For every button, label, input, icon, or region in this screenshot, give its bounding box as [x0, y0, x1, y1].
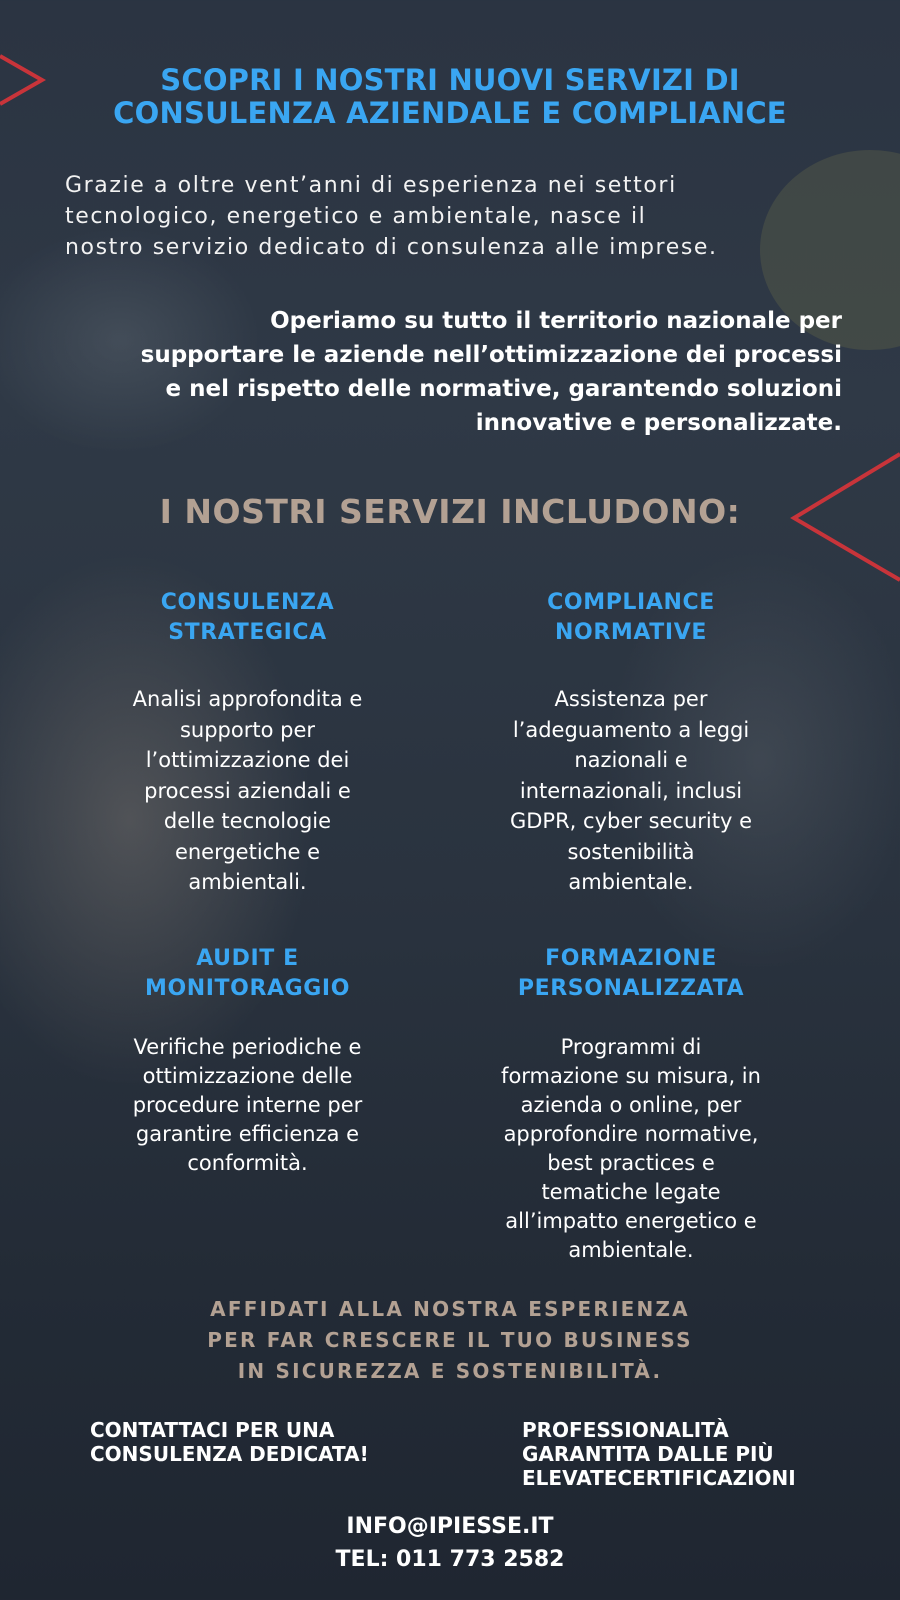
service-title-line: CONSULENZA [160, 590, 335, 615]
service-title [85, 588, 410, 648]
service-description [85, 1033, 410, 1178]
cta-line-1: CONTATTACI PER UNA [90, 1418, 335, 1442]
service-description-line: Assistenza per [554, 687, 708, 711]
intro-line-1: Grazie a oltre vent’anni di esperienza nei settori [65, 173, 677, 198]
service-description-line: ottimizzazione delle [142, 1064, 353, 1088]
certifications-note [522, 1418, 882, 1490]
cert-line-2: GARANTITA DALLE PIÙ [522, 1442, 774, 1466]
service-description-line: processi aziendali e [144, 778, 351, 803]
service-description-line: ambientale. [568, 1238, 694, 1262]
service-description-line: supporto per [179, 717, 316, 742]
service-title-line: AUDIT E [196, 946, 299, 971]
title-line-1: SCOPRI I NOSTRI NUOVI SERVIZI DI [160, 63, 740, 97]
service-description-line: best practices e [547, 1151, 715, 1175]
service-title [462, 588, 800, 648]
phone-link[interactable]: TEL: 011 773 2582 [335, 1547, 565, 1572]
intro-line-3: nostro servizio dedicato di consulenza alle imprese. [65, 235, 718, 260]
closing-line-3: IN SICUREZZA E SOSTENIBILITÀ. [237, 1359, 663, 1383]
intro-paragraph [65, 170, 855, 263]
email-link[interactable]: INFO@IPIESSE.IT [346, 1514, 554, 1539]
service-description [462, 684, 800, 898]
service-title [462, 944, 800, 1004]
service-description [462, 1033, 800, 1265]
service-title-line: MONITORAGGIO [144, 976, 351, 1001]
statement-line-2: supportare le aziende nell’ottimizzazione dei processi [140, 342, 842, 368]
cta-line-2: CONSULENZA DEDICATA! [90, 1442, 369, 1466]
title-line-2: CONSULENZA AZIENDALE E COMPLIANCE [113, 96, 787, 130]
service-description-line: ambientali. [188, 870, 307, 894]
services-heading: I NOSTRI SERVIZI INCLUDONO: [159, 492, 741, 531]
statement-line-1: Operiamo su tutto il territorio nazionale per [270, 308, 842, 334]
service-description-line: conformità. [187, 1151, 308, 1175]
contact-cta [90, 1418, 450, 1466]
service-description-line: tematiche legate [541, 1180, 721, 1204]
service-description-line: internazionali, inclusi [519, 778, 743, 803]
service-description-line: Programmi di [560, 1035, 702, 1059]
closing-line-2: PER FAR CRESCERE IL TUO BUSINESS [207, 1328, 693, 1352]
cert-line-1: PROFESSIONALITÀ [522, 1418, 729, 1442]
service-description-line: nazionali e [574, 748, 688, 772]
service-description [85, 684, 410, 898]
service-title [85, 944, 410, 1004]
service-title-line: STRATEGICA [168, 620, 327, 645]
service-description-line: all’impatto energetico e [505, 1209, 757, 1233]
service-compliance-normative [462, 588, 800, 898]
statement-line-3: e nel rispetto delle normative, garantendo soluzioni [165, 376, 842, 402]
service-consulenza-strategica [85, 588, 410, 898]
service-description-line: GDPR, cyber security e [509, 809, 753, 833]
service-description-line: formazione su misura, in [501, 1064, 761, 1088]
service-title-line: PERSONALIZZATA [517, 976, 745, 1001]
statement-line-4: innovative e personalizzate. [475, 410, 842, 436]
contact-block [300, 1510, 600, 1576]
service-description-line: delle tecnologie [163, 809, 332, 833]
service-description-line: l’adeguamento a leggi [512, 717, 750, 742]
closing-tagline [60, 1294, 840, 1387]
mission-statement [60, 304, 842, 440]
service-title-line: FORMAZIONE [545, 946, 717, 971]
service-description-line: procedure interne per [132, 1093, 363, 1117]
service-title-line: NORMATIVE [555, 620, 707, 645]
service-title-line: COMPLIANCE [547, 590, 715, 615]
service-description-line: energetiche e [174, 839, 321, 864]
service-description-line: azienda o online, per [520, 1093, 742, 1117]
service-audit-monitoraggio [85, 944, 410, 1178]
service-formazione-personalizzata [462, 944, 800, 1265]
service-description-line: ambientale. [568, 870, 694, 894]
closing-line-1: AFFIDATI ALLA NOSTRA ESPERIENZA [210, 1297, 690, 1321]
service-description-line: sostenibilità [567, 839, 695, 864]
intro-line-2: tecnologico, energetico e ambientale, nasce il [65, 204, 647, 229]
service-description-line: approfondire normative, [503, 1122, 759, 1146]
cert-line-3: ELEVATECERTIFICAZIONI [522, 1466, 796, 1490]
service-description-line: garantire efficienza e [135, 1122, 360, 1146]
service-description-line: l’ottimizzazione dei [145, 748, 350, 772]
service-description-line: Verifiche periodiche e [133, 1035, 362, 1059]
service-description-line: Analisi approfondita e [132, 687, 363, 711]
page-title [40, 64, 860, 130]
